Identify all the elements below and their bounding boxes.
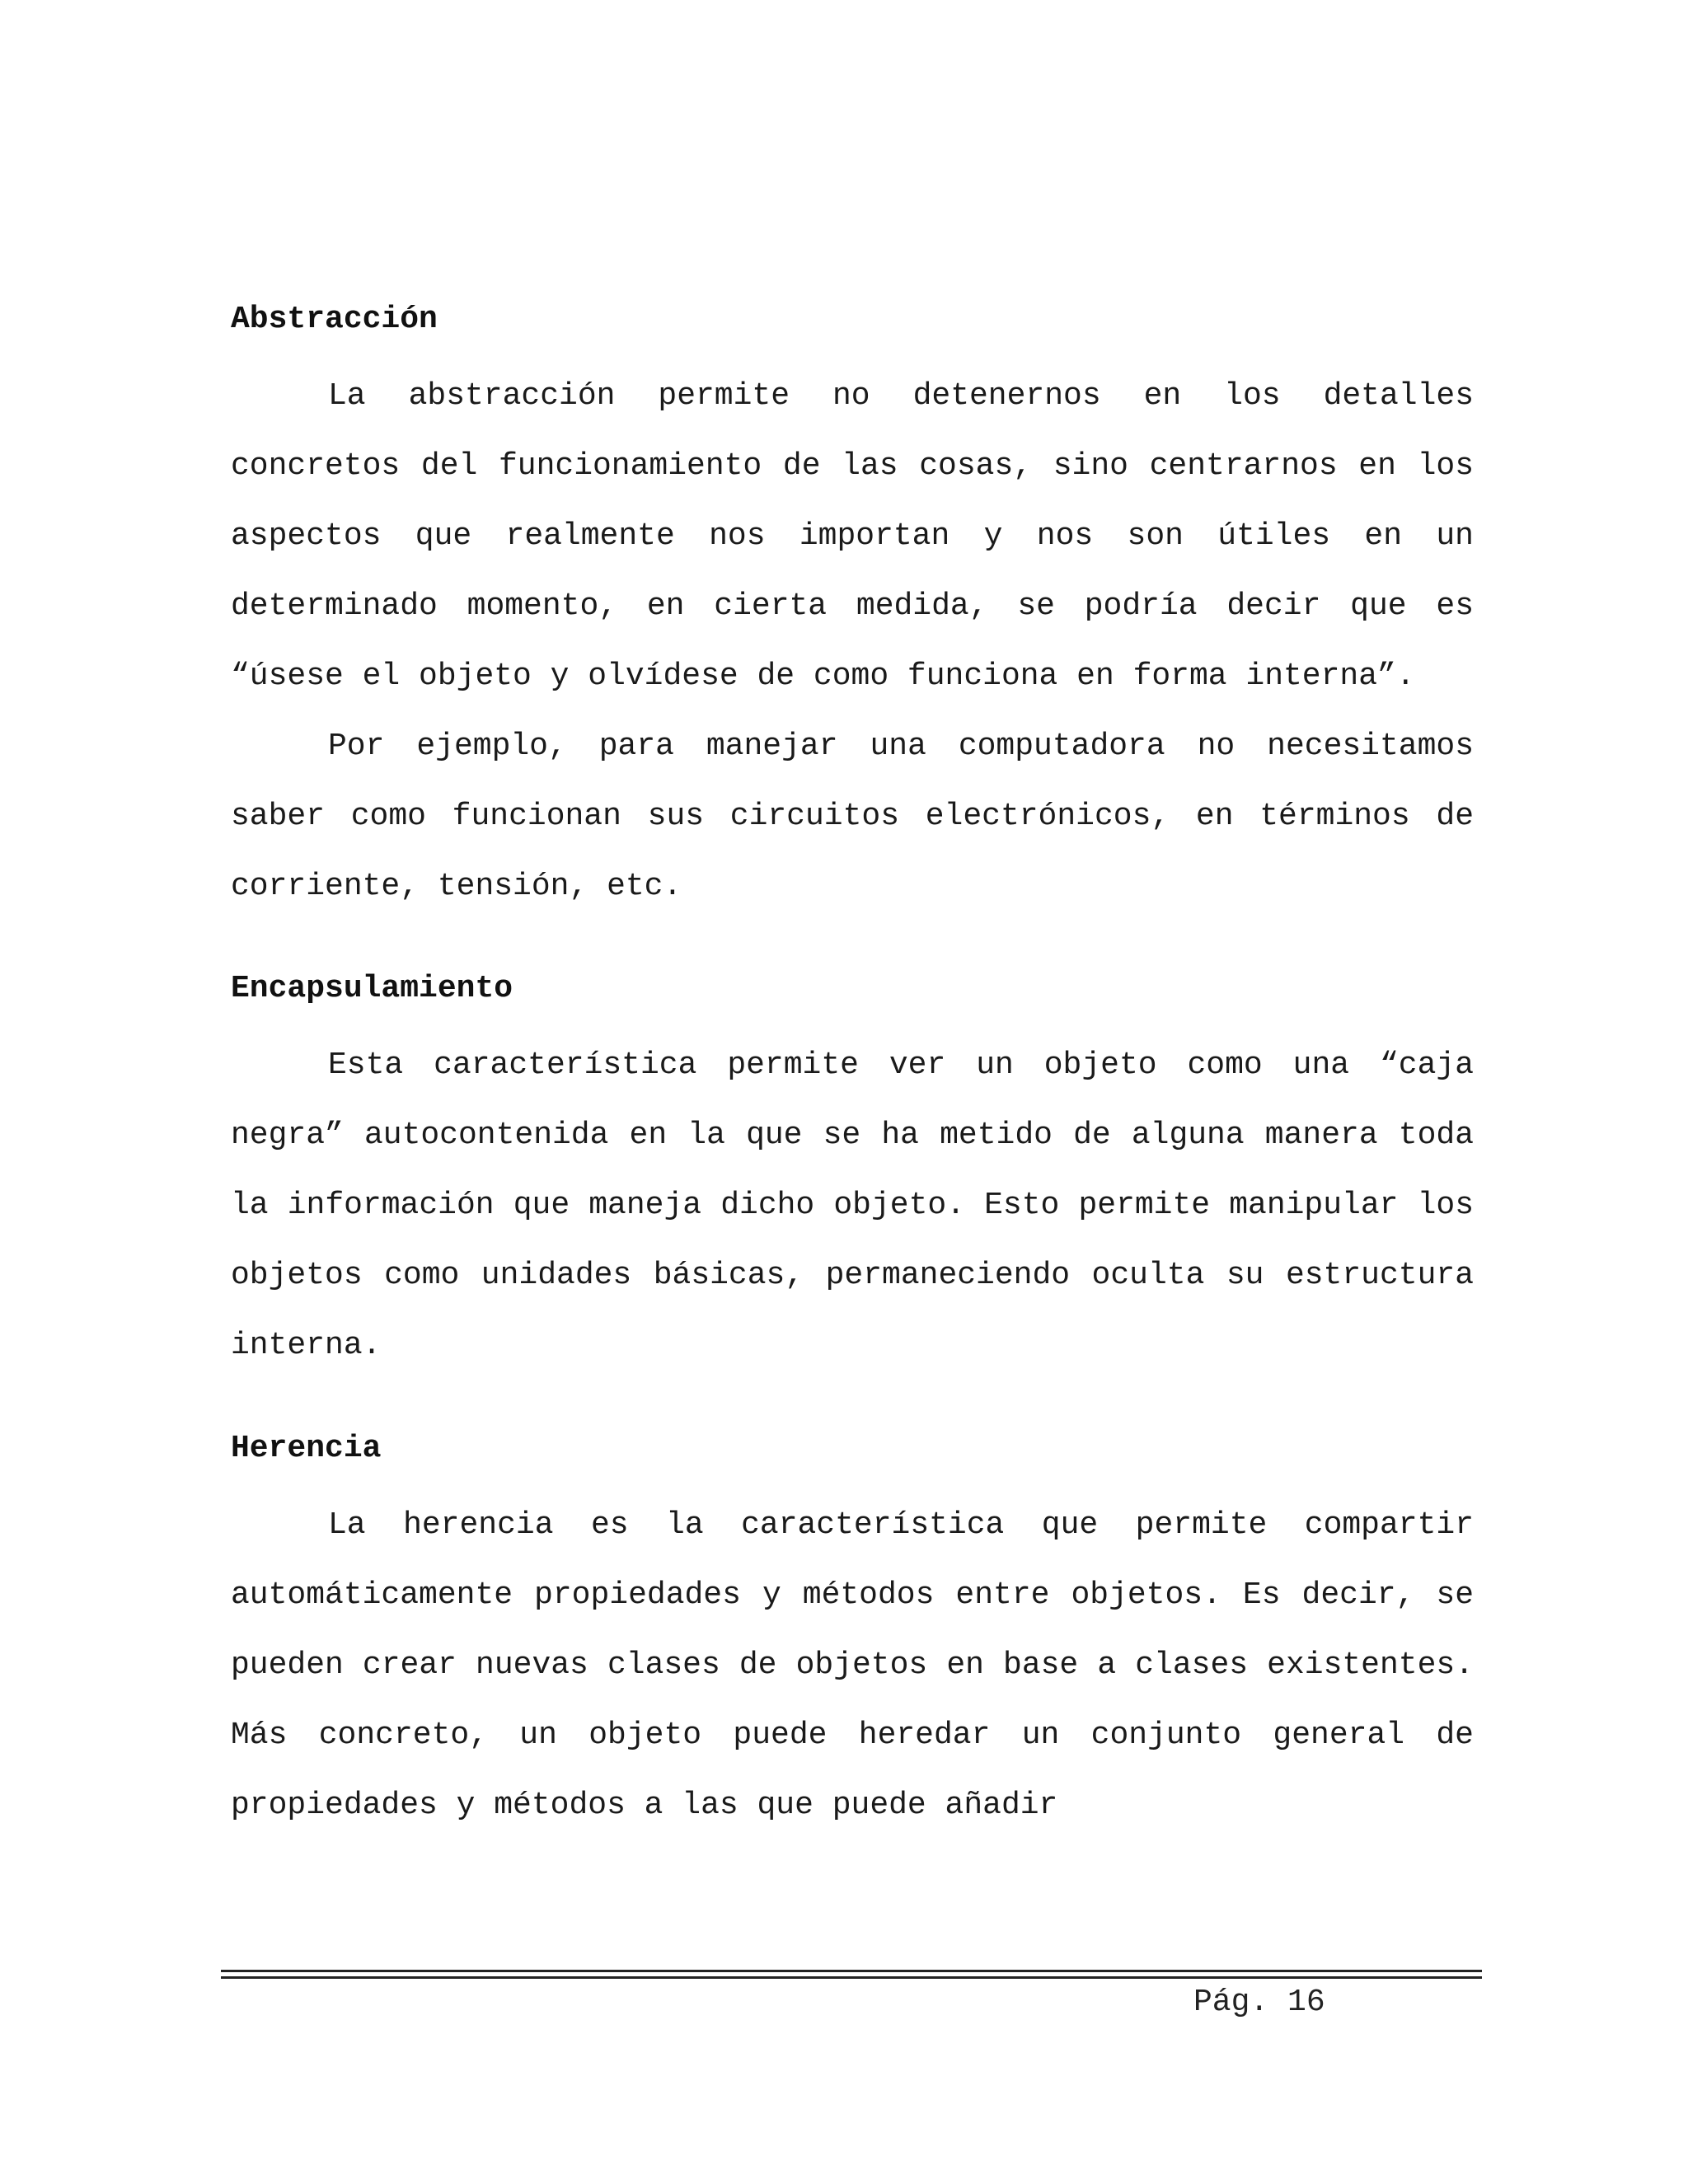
footer-rule-top	[221, 1970, 1482, 1972]
paragraph-herencia-1: La herencia es la característica que permite compartir automáticamente propiedades y métodos entre objetos. Es decir, se pueden crear nuevas clases de objetos en base a clases existentes. Más concreto, un objeto puede heredar un conjunto general de propiedades y métodos a las que puede añadir	[231, 1507, 1474, 1823]
footer-rule-bottom	[221, 1976, 1482, 1979]
section-encapsulamiento	[231, 966, 1474, 1380]
paragraph-encapsulamiento-1: Esta característica permite ver un objeto como una “caja negra” autocontenida en la que se ha metido de alguna manera toda la información que maneja dicho objeto. Esto permite manipular los objetos como unidades básicas, permaneciendo oculta su estructura interna.	[231, 1047, 1474, 1363]
paragraph-abstraccion-2: Por ejemplo, para manejar una computadora no necesitamos saber como funcionan sus circuitos electrónicos, en términos de corriente, tensión, etc.	[231, 729, 1474, 904]
section-herencia	[231, 1426, 1474, 1840]
section-heading-encapsulamiento: Encapsulamiento	[231, 971, 513, 1006]
section-heading-herencia: Herencia	[231, 1431, 382, 1466]
paragraph-abstraccion-1: La abstracción permite no detenernos en los detalles concretos del funcionamiento de las cosas, sino centrarnos en los aspectos que realmente nos importan y nos son útiles en un determinado momento, en cierta medida, se podría decir que es “úsese el objeto y olvídese de como funciona en forma interna”.	[231, 378, 1474, 694]
section-abstraccion	[231, 297, 1474, 921]
page-number: Pág. 16	[1193, 1985, 1325, 2020]
section-heading-abstraccion: Abstracción	[231, 302, 438, 337]
